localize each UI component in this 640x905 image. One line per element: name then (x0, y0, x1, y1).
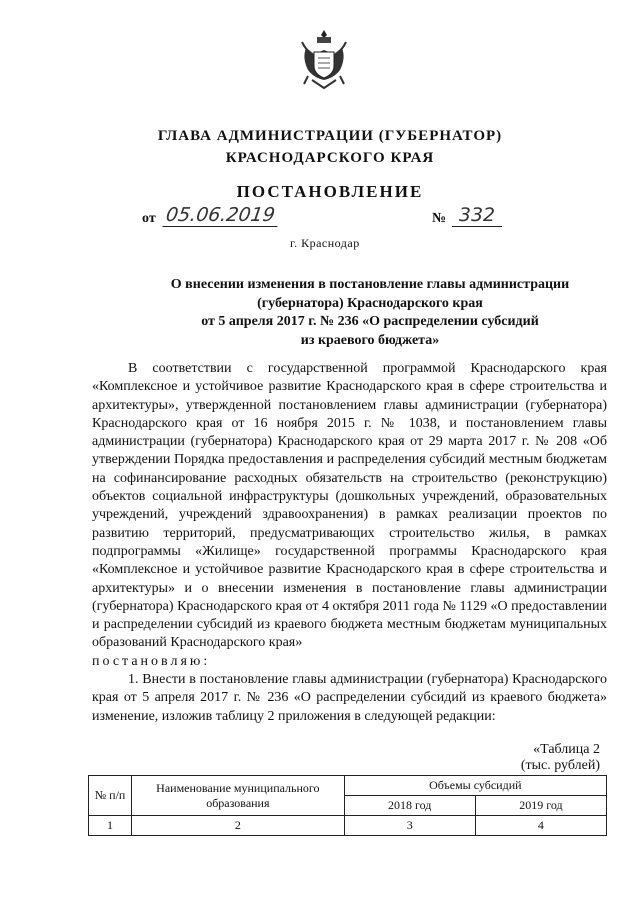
authority-title-line2: КРАСНОДАРСКОГО КРАЯ (225, 150, 435, 166)
document-subject (150, 276, 590, 350)
table-header-2018: 2018 год (344, 796, 475, 816)
subject-line: О внесении изменения в постановление главы администрации (170, 277, 570, 292)
table-units: (тыс. рублей) (520, 758, 600, 773)
subject-line: из краевого бюджета» (300, 332, 440, 348)
document-type-title: ПОСТАНОВЛЕНИЕ (236, 182, 424, 201)
authority-title-line1: ГЛАВА АДМИНИСТРАЦИИ (ГУБЕРНАТОР) (157, 128, 503, 144)
table-cell: 4 (475, 816, 606, 836)
subsidy-table (88, 775, 607, 836)
table-header-name: Наименование муниципального образования (132, 776, 345, 816)
document-body (92, 360, 607, 726)
subject-line: (губернатора) Краснодарского края (257, 295, 483, 311)
table-caption: «Таблица 2 (533, 742, 600, 757)
table-header-number: № п/п (89, 776, 132, 816)
table-cell: 1 (89, 816, 132, 836)
table-cell: 3 (344, 816, 475, 836)
body-paragraph-item-1: 1. Внести в постановление главы администрации (губернатора) Краснодарского края от 5 апреля 2017 г. № 236 «О распределении субсидий из краевого бюджета» изменение, изложив таблицу 2 приложения в следующей редакции: (92, 672, 607, 724)
number-label: № (432, 211, 447, 226)
coat-of-arms-emblem (300, 28, 348, 92)
handwritten-date: 05.06.2019 (162, 204, 280, 227)
subject-line: от 5 апреля 2017 г. № 236 «О распределении субсидий (201, 314, 539, 329)
table-header-volumes: Объемы субсидий (344, 776, 606, 796)
table-row (89, 816, 607, 836)
table-cell: 2 (132, 816, 345, 836)
handwritten-number: 332 (452, 204, 502, 227)
city-name: г. Краснодар (290, 236, 360, 250)
table-header-2019: 2019 год (475, 796, 606, 816)
date-label: от (142, 211, 156, 226)
body-paragraph-preamble: В соответствии с государственной программой Краснодарского края «Комплексное и устойчивое развитие Краснодарского края в сфере строительства и архитектуры», утвержденной постановлением главы администрации (губернатора) Краснодарского края от 16 ноября 2015 г. № 1038, и постановлением главы администрации (губернатора) Краснодарского края от 29 марта 2017 г. № 208 «Об утверждении Порядка предоставления и распределения субсидий местным бюджетам на софинансирование расходных обязательств на строительство (реконструкцию) объектов социальной инфраструктуры (дошкольных учреждений, образовательных учреждений, учреждений здравоохранения) в рамках реализации проектов по развитию территорий, предусматривающих строительство жилья, в рамках подпрограммы «Жилище» государственной программы Краснодарского края «Комплексное и устойчивое развитие Краснодарского края в сфере строительства и архитектуры» и о внесении изменения в постановление главы администрации (губернатора) Краснодарского края от 4 октября 2011 года № 1129 «О предоставлении и распределении субсидий из краевого бюджета местным бюджетам муниципальных образований Краснодарского края» (92, 361, 607, 651)
decree-word: постановляю: (92, 653, 211, 669)
